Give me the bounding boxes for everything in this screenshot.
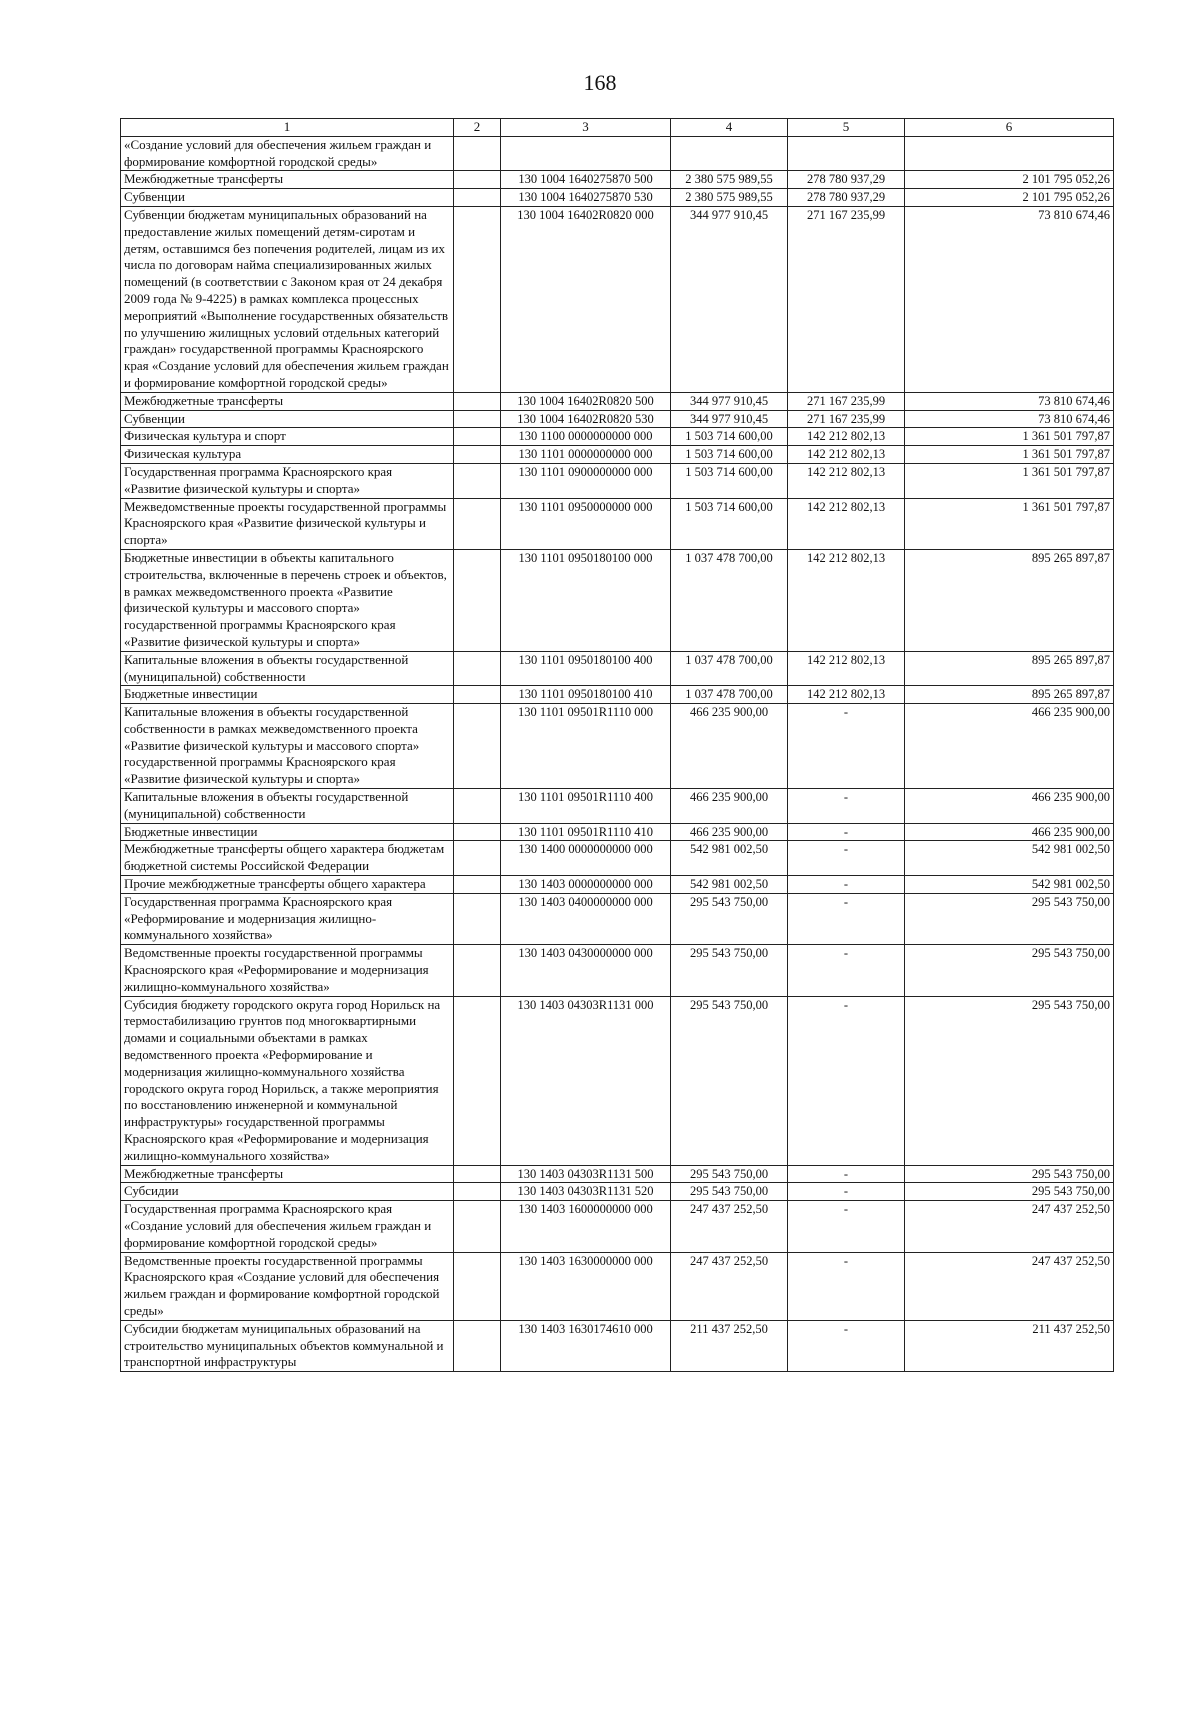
row-col5-cell: - — [788, 1165, 905, 1183]
row-col5-cell: - — [788, 823, 905, 841]
header-col-2: 2 — [454, 119, 501, 137]
table-row — [121, 1201, 1114, 1252]
row-total-cell: 344 977 910,45 — [671, 410, 788, 428]
row-col6-cell: 895 265 897,87 — [905, 651, 1114, 686]
row-total-cell: 542 981 002,50 — [671, 876, 788, 894]
table-row — [121, 945, 1114, 996]
row-col5-cell: - — [788, 704, 905, 789]
budget-table — [120, 118, 1114, 1372]
row-name-cell: Капитальные вложения в объекты государственной (муниципальной) собственности — [121, 651, 454, 686]
row-code-cell: 130 1004 16402R0820 500 — [501, 392, 671, 410]
row-name-cell: Государственная программа Красноярского края «Создание условий для обеспечения жильем граждан и формирование комфортной городской среды» — [121, 1201, 454, 1252]
row-col2-cell — [454, 823, 501, 841]
table-row — [121, 463, 1114, 498]
row-col2-cell — [454, 498, 501, 549]
table-row — [121, 789, 1114, 824]
row-col5-cell: - — [788, 876, 905, 894]
row-col6-cell: 1 361 501 797,87 — [905, 446, 1114, 464]
table-row — [121, 876, 1114, 894]
row-total-cell: 344 977 910,45 — [671, 392, 788, 410]
table-row — [121, 841, 1114, 876]
row-col5-cell: - — [788, 893, 905, 944]
row-col5-cell: - — [788, 1252, 905, 1320]
row-name-cell: Ведомственные проекты государственной программы Красноярского края «Реформирование и модернизация жилищно-коммунального хозяйства» — [121, 945, 454, 996]
row-code-cell: 130 1101 0950180100 000 — [501, 549, 671, 651]
row-name-cell: Государственная программа Красноярского края «Реформирование и модернизация жилищно-коммунального хозяйства» — [121, 893, 454, 944]
row-col6-cell: 895 265 897,87 — [905, 549, 1114, 651]
row-code-cell: 130 1004 1640275870 500 — [501, 171, 671, 189]
row-name-cell: Государственная программа Красноярского края «Развитие физической культуры и спорта» — [121, 463, 454, 498]
row-total-cell — [671, 136, 788, 171]
table-row — [121, 549, 1114, 651]
header-col-5: 5 — [788, 119, 905, 137]
row-col6-cell: 895 265 897,87 — [905, 686, 1114, 704]
row-code-cell: 130 1101 0950180100 410 — [501, 686, 671, 704]
row-code-cell: 130 1101 0950180100 400 — [501, 651, 671, 686]
row-col2-cell — [454, 171, 501, 189]
row-code-cell: 130 1101 0900000000 000 — [501, 463, 671, 498]
row-col2-cell — [454, 206, 501, 392]
row-code-cell: 130 1403 1600000000 000 — [501, 1201, 671, 1252]
row-code-cell: 130 1101 09501R1110 400 — [501, 789, 671, 824]
header-col-4: 4 — [671, 119, 788, 137]
row-total-cell: 295 543 750,00 — [671, 996, 788, 1165]
row-code-cell: 130 1004 16402R0820 530 — [501, 410, 671, 428]
row-total-cell: 466 235 900,00 — [671, 704, 788, 789]
row-code-cell: 130 1403 0430000000 000 — [501, 945, 671, 996]
row-name-cell: Субвенции бюджетам муниципальных образований на предоставление жилых помещений детям-сиротам и детям, оставшимся без попечения родителей, лицам из их числа по договорам найма специализированных жилых помещений (в соответствии с Законом края от 24 декабря 2009 года № 9-4225) в рамках комплекса процессных мероприятий «Выполнение государственных обязательств по улучшению жилищных условий отдельных категорий граждан» государственной программы Красноярского края «Создание условий для обеспечения жильем граждан и формирование комфортной городской среды» — [121, 206, 454, 392]
row-name-cell: Субсидии бюджетам муниципальных образований на строительство муниципальных объектов коммунальной и транспортной инфраструктуры — [121, 1320, 454, 1371]
header-col-1: 1 — [121, 119, 454, 137]
row-col2-cell — [454, 945, 501, 996]
row-col2-cell — [454, 841, 501, 876]
row-col5-cell: 271 167 235,99 — [788, 410, 905, 428]
table-row — [121, 686, 1114, 704]
row-col5-cell: 271 167 235,99 — [788, 206, 905, 392]
table-row — [121, 189, 1114, 207]
row-col6-cell: 73 810 674,46 — [905, 410, 1114, 428]
row-col6-cell: 542 981 002,50 — [905, 876, 1114, 894]
row-col2-cell — [454, 549, 501, 651]
row-name-cell: Бюджетные инвестиции в объекты капитального строительства, включенные в перечень строек и объектов, в рамках межведомственного проекта «Развитие физической культуры и массового спорта» государственной программы Красноярского края «Развитие физической культуры и спорта» — [121, 549, 454, 651]
row-total-cell: 1 503 714 600,00 — [671, 463, 788, 498]
row-code-cell: 130 1101 0000000000 000 — [501, 446, 671, 464]
row-col6-cell: 1 361 501 797,87 — [905, 428, 1114, 446]
row-col2-cell — [454, 1165, 501, 1183]
row-code-cell: 130 1403 1630174610 000 — [501, 1320, 671, 1371]
table-body — [121, 136, 1114, 1371]
row-code-cell: 130 1403 0400000000 000 — [501, 893, 671, 944]
table-row — [121, 893, 1114, 944]
table-row — [121, 428, 1114, 446]
row-col6-cell: 466 235 900,00 — [905, 823, 1114, 841]
row-col6-cell: 247 437 252,50 — [905, 1252, 1114, 1320]
table-row — [121, 446, 1114, 464]
row-col5-cell: - — [788, 789, 905, 824]
table-row — [121, 996, 1114, 1165]
row-col2-cell — [454, 1183, 501, 1201]
row-col2-cell — [454, 789, 501, 824]
row-col2-cell — [454, 876, 501, 894]
row-col6-cell: 466 235 900,00 — [905, 789, 1114, 824]
row-code-cell — [501, 136, 671, 171]
row-col5-cell: 142 212 802,13 — [788, 446, 905, 464]
row-col6-cell: 295 543 750,00 — [905, 893, 1114, 944]
row-code-cell: 130 1101 09501R1110 000 — [501, 704, 671, 789]
row-col2-cell — [454, 428, 501, 446]
row-name-cell: Физическая культура и спорт — [121, 428, 454, 446]
table-row — [121, 651, 1114, 686]
row-col6-cell: 2 101 795 052,26 — [905, 171, 1114, 189]
row-col2-cell — [454, 463, 501, 498]
row-col5-cell: 142 212 802,13 — [788, 651, 905, 686]
row-total-cell: 247 437 252,50 — [671, 1252, 788, 1320]
table-row — [121, 206, 1114, 392]
row-name-cell: Бюджетные инвестиции — [121, 686, 454, 704]
row-total-cell: 1 503 714 600,00 — [671, 428, 788, 446]
row-name-cell: Межбюджетные трансферты общего характера бюджетам бюджетной системы Российской Федерации — [121, 841, 454, 876]
row-total-cell: 295 543 750,00 — [671, 945, 788, 996]
row-total-cell: 2 380 575 989,55 — [671, 189, 788, 207]
row-name-cell: Субвенции — [121, 189, 454, 207]
row-name-cell: «Создание условий для обеспечения жильем граждан и формирование комфортной городской среды» — [121, 136, 454, 171]
row-total-cell: 247 437 252,50 — [671, 1201, 788, 1252]
row-code-cell: 130 1101 0950000000 000 — [501, 498, 671, 549]
row-name-cell: Межбюджетные трансферты — [121, 171, 454, 189]
row-total-cell: 1 037 478 700,00 — [671, 549, 788, 651]
table-row — [121, 392, 1114, 410]
row-col2-cell — [454, 996, 501, 1165]
row-col5-cell: - — [788, 1201, 905, 1252]
row-col5-cell: 142 212 802,13 — [788, 428, 905, 446]
row-col5-cell: 142 212 802,13 — [788, 463, 905, 498]
row-col6-cell: 295 543 750,00 — [905, 1183, 1114, 1201]
row-col5-cell — [788, 136, 905, 171]
row-col5-cell: - — [788, 1320, 905, 1371]
row-code-cell: 130 1004 1640275870 530 — [501, 189, 671, 207]
row-col6-cell: 247 437 252,50 — [905, 1201, 1114, 1252]
row-total-cell: 295 543 750,00 — [671, 1183, 788, 1201]
row-total-cell: 1 503 714 600,00 — [671, 498, 788, 549]
row-code-cell: 130 1403 0000000000 000 — [501, 876, 671, 894]
row-code-cell: 130 1403 1630000000 000 — [501, 1252, 671, 1320]
row-total-cell: 542 981 002,50 — [671, 841, 788, 876]
row-col2-cell — [454, 704, 501, 789]
row-col2-cell — [454, 1320, 501, 1371]
row-col5-cell: 278 780 937,29 — [788, 171, 905, 189]
header-col-3: 3 — [501, 119, 671, 137]
row-name-cell: Межведомственные проекты государственной программы Красноярского края «Развитие физической культуры и спорта» — [121, 498, 454, 549]
row-col2-cell — [454, 136, 501, 171]
row-name-cell: Прочие межбюджетные трансферты общего характера — [121, 876, 454, 894]
row-total-cell: 295 543 750,00 — [671, 893, 788, 944]
row-col2-cell — [454, 651, 501, 686]
table-row — [121, 171, 1114, 189]
row-col2-cell — [454, 686, 501, 704]
row-col2-cell — [454, 410, 501, 428]
row-total-cell: 466 235 900,00 — [671, 789, 788, 824]
row-col5-cell: - — [788, 1183, 905, 1201]
row-col2-cell — [454, 189, 501, 207]
row-total-cell: 2 380 575 989,55 — [671, 171, 788, 189]
table-row — [121, 1252, 1114, 1320]
header-col-6: 6 — [905, 119, 1114, 137]
row-name-cell: Ведомственные проекты государственной программы Красноярского края «Создание условий для обеспечения жильем граждан и формирование комфортной городской среды» — [121, 1252, 454, 1320]
row-col5-cell: 142 212 802,13 — [788, 498, 905, 549]
row-col2-cell — [454, 446, 501, 464]
row-col6-cell: 542 981 002,50 — [905, 841, 1114, 876]
row-col6-cell: 1 361 501 797,87 — [905, 498, 1114, 549]
row-name-cell: Субсидия бюджету городского округа город Норильск на термостабилизацию грунтов под многоквартирными домами и социальными объектами в рамках ведомственного проекта «Реформирование и модернизация жилищно-коммунального хозяйства городского округа город Норильск, а также мероприятия по восстановлению инженерной и коммунальной инфраструктуры» государственной программы Красноярского края «Реформирование и модернизация жилищно-коммунального хозяйства» — [121, 996, 454, 1165]
row-total-cell: 1 037 478 700,00 — [671, 651, 788, 686]
row-col2-cell — [454, 1201, 501, 1252]
row-name-cell: Бюджетные инвестиции — [121, 823, 454, 841]
row-code-cell: 130 1400 0000000000 000 — [501, 841, 671, 876]
table-row — [121, 704, 1114, 789]
row-code-cell: 130 1100 0000000000 000 — [501, 428, 671, 446]
row-col6-cell — [905, 136, 1114, 171]
row-name-cell: Капитальные вложения в объекты государственной собственности в рамках межведомственного проекта «Развитие физической культуры и массового спорта» государственной программы Красноярского края «Развитие физической культуры и спорта» — [121, 704, 454, 789]
row-col6-cell: 211 437 252,50 — [905, 1320, 1114, 1371]
row-total-cell: 211 437 252,50 — [671, 1320, 788, 1371]
row-total-cell: 295 543 750,00 — [671, 1165, 788, 1183]
row-col2-cell — [454, 392, 501, 410]
row-col5-cell: 278 780 937,29 — [788, 189, 905, 207]
table-row — [121, 1165, 1114, 1183]
table-row — [121, 823, 1114, 841]
table-row — [121, 498, 1114, 549]
row-col5-cell: - — [788, 841, 905, 876]
row-name-cell: Физическая культура — [121, 446, 454, 464]
row-code-cell: 130 1004 16402R0820 000 — [501, 206, 671, 392]
row-name-cell: Субсидии — [121, 1183, 454, 1201]
row-col6-cell: 295 543 750,00 — [905, 996, 1114, 1165]
row-col6-cell: 73 810 674,46 — [905, 206, 1114, 392]
row-col6-cell: 295 543 750,00 — [905, 1165, 1114, 1183]
row-code-cell: 130 1403 04303R1131 520 — [501, 1183, 671, 1201]
table-header-row — [121, 119, 1114, 137]
table-row — [121, 136, 1114, 171]
row-code-cell: 130 1403 04303R1131 000 — [501, 996, 671, 1165]
row-total-cell: 344 977 910,45 — [671, 206, 788, 392]
row-col5-cell: - — [788, 996, 905, 1165]
table-row — [121, 1320, 1114, 1371]
row-col6-cell: 466 235 900,00 — [905, 704, 1114, 789]
table-row — [121, 1183, 1114, 1201]
row-col6-cell: 73 810 674,46 — [905, 392, 1114, 410]
row-col5-cell: 142 212 802,13 — [788, 686, 905, 704]
row-col6-cell: 295 543 750,00 — [905, 945, 1114, 996]
page-number: 168 — [583, 70, 617, 95]
row-total-cell: 1 037 478 700,00 — [671, 686, 788, 704]
row-col2-cell — [454, 893, 501, 944]
row-col6-cell: 2 101 795 052,26 — [905, 189, 1114, 207]
row-name-cell: Межбюджетные трансферты — [121, 1165, 454, 1183]
row-col5-cell: - — [788, 945, 905, 996]
row-total-cell: 1 503 714 600,00 — [671, 446, 788, 464]
row-name-cell: Межбюджетные трансферты — [121, 392, 454, 410]
row-code-cell: 130 1101 09501R1110 410 — [501, 823, 671, 841]
table-row — [121, 410, 1114, 428]
row-name-cell: Капитальные вложения в объекты государственной (муниципальной) собственности — [121, 789, 454, 824]
row-col5-cell: 271 167 235,99 — [788, 392, 905, 410]
row-col5-cell: 142 212 802,13 — [788, 549, 905, 651]
row-total-cell: 466 235 900,00 — [671, 823, 788, 841]
row-code-cell: 130 1403 04303R1131 500 — [501, 1165, 671, 1183]
row-col6-cell: 1 361 501 797,87 — [905, 463, 1114, 498]
row-col2-cell — [454, 1252, 501, 1320]
row-name-cell: Субвенции — [121, 410, 454, 428]
